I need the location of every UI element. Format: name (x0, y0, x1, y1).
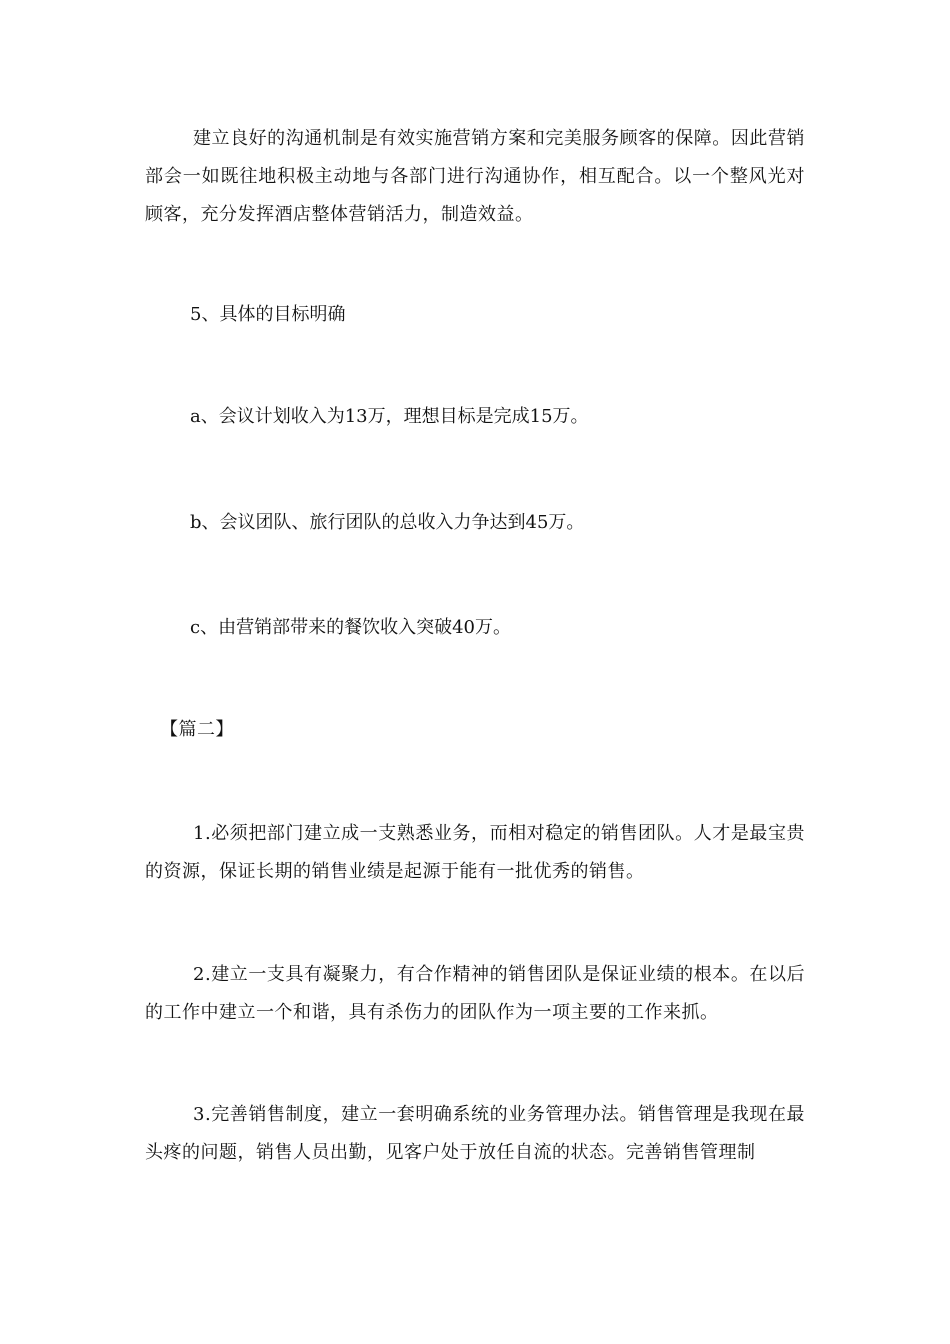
paragraph-communication: 建立良好的沟通机制是有效实施营销方案和完美服务顾客的保障。因此营销部会一如既往地积极主动地与各部门进行沟通协作，相互配合。以一个整风光对顾客，充分发挥酒店整体营销活力，制造效益。 (145, 128, 805, 225)
target-item-c: c、由营销部带来的餐饮收入突破40万。 (190, 617, 511, 638)
heading-targets: 5、具体的目标明确 (190, 304, 346, 325)
target-item-b: b、会议团队、旅行团队的总收入力争达到45万。 (190, 512, 585, 533)
point-2: 2.建立一支具有凝聚力，有合作精神的销售团队是保证业绩的根本。在以后的工作中建立一个和谐，具有杀伤力的团队作为一项主要的工作来抓。 (145, 964, 805, 1023)
point-3: 3.完善销售制度，建立一套明确系统的业务管理办法。销售管理是我现在最头疼的问题，销售人员出勤，见客户处于放任自流的状态。完善销售管理制 (145, 1104, 805, 1163)
point-1: 1.必须把部门建立成一支熟悉业务，而相对稳定的销售团队。人才是最宝贵的资源，保证长期的销售业绩是起源于能有一批优秀的销售。 (145, 823, 805, 882)
section-title: 【篇二】 (160, 719, 234, 740)
target-item-a: a、会议计划收入为13万，理想目标是完成15万。 (190, 406, 589, 427)
